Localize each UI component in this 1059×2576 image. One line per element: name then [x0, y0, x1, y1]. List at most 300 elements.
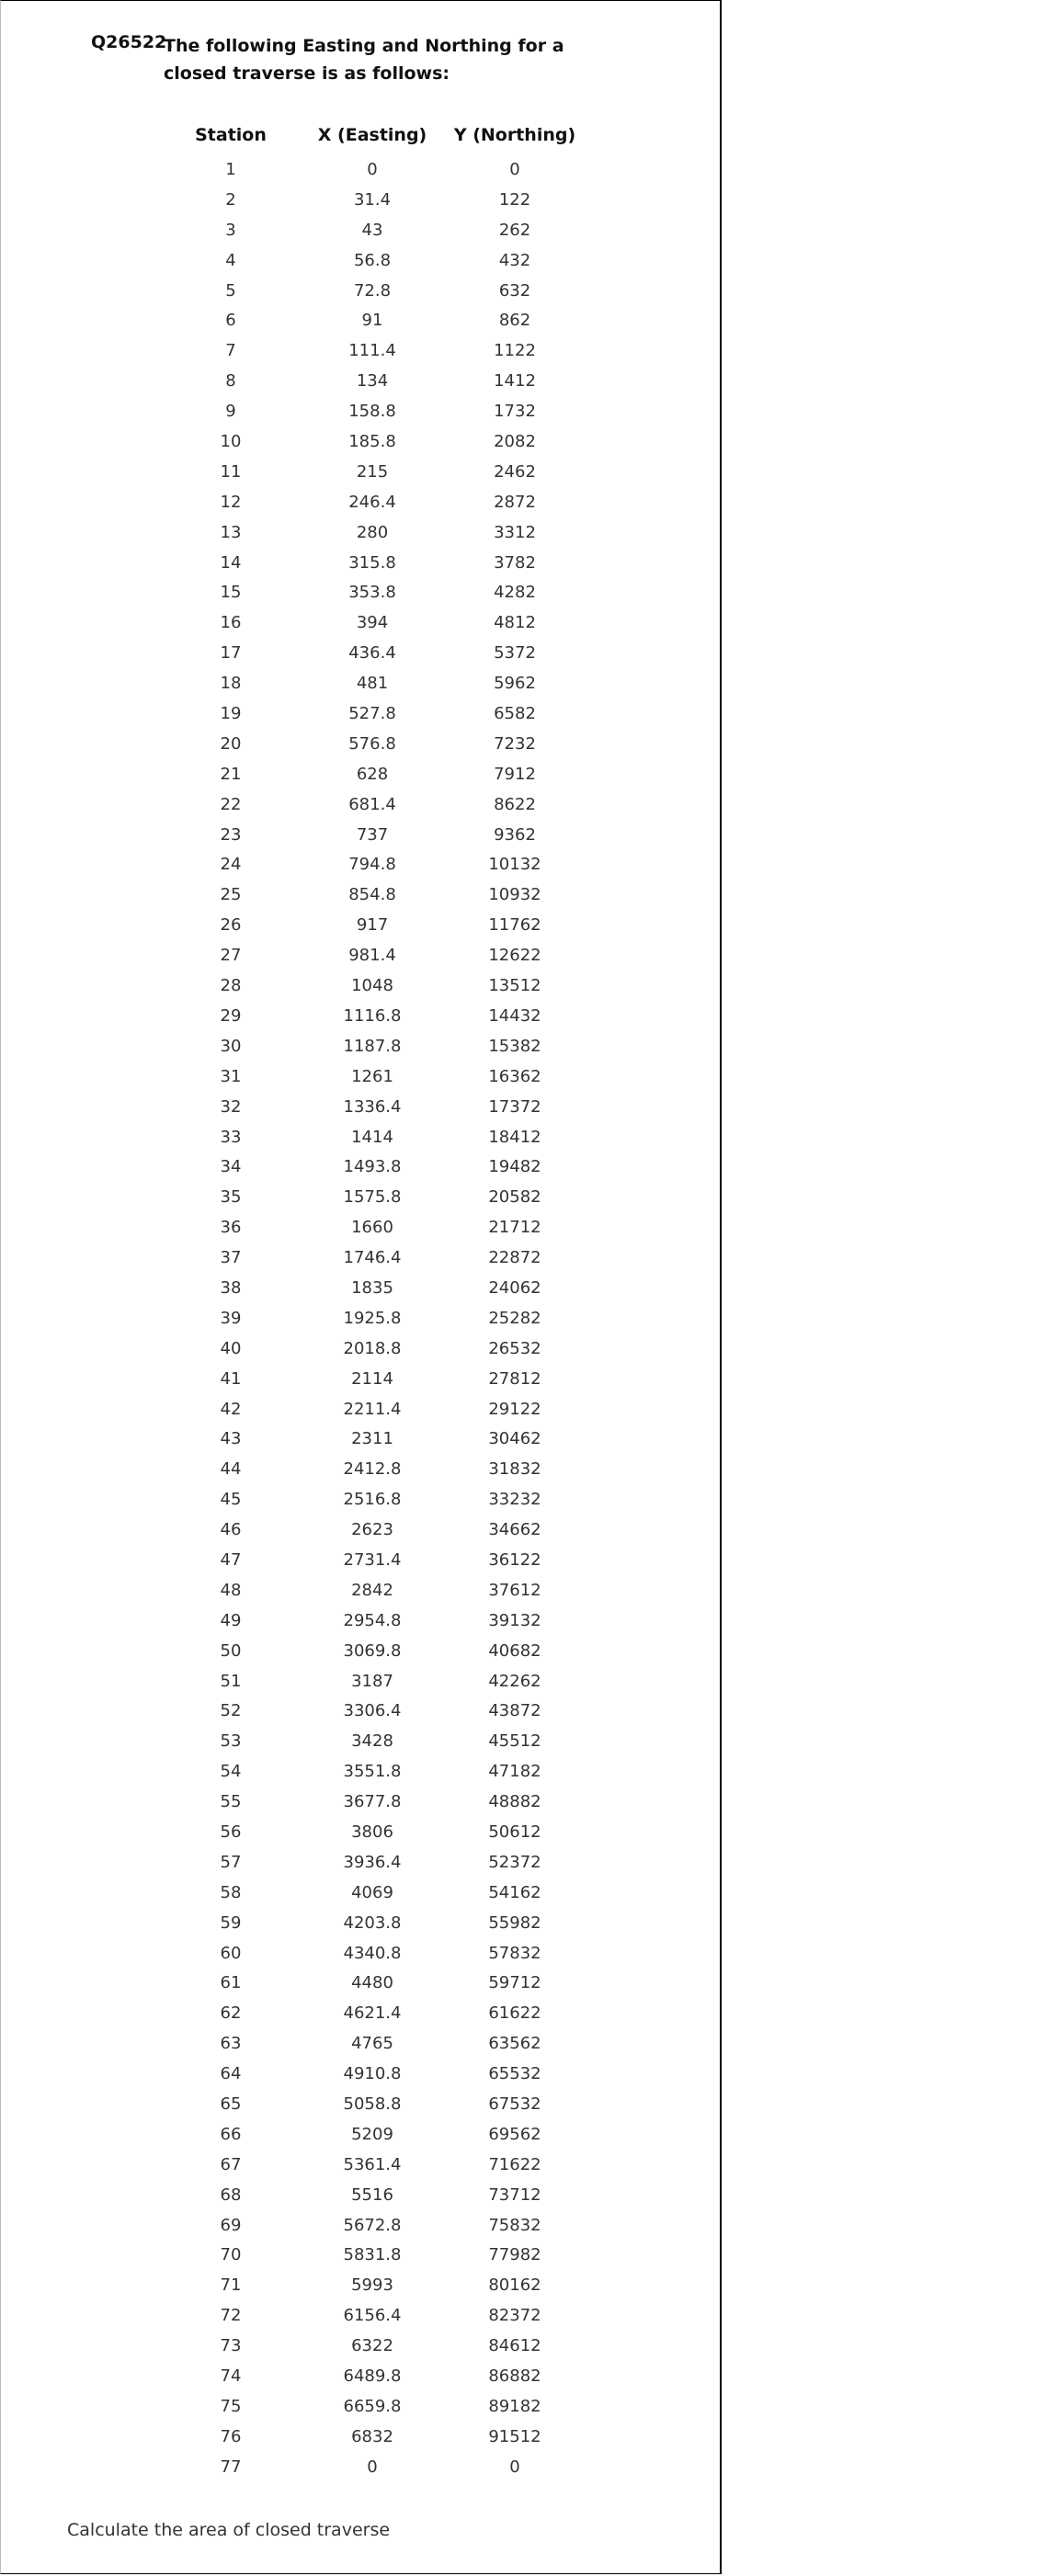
easting-cell: 1575.8: [343, 1187, 402, 1208]
table-row: [1, 1062, 723, 1093]
table-row: [1, 790, 723, 821]
easting-cell: 628: [356, 764, 389, 784]
station-cell: 40: [220, 1338, 242, 1358]
table-row: [1, 1848, 723, 1878]
northing-cell: 82372: [488, 2306, 541, 2326]
northing-cell: 52372: [488, 1852, 541, 1872]
northing-cell: 55982: [488, 1912, 541, 1933]
station-cell: 19: [220, 704, 242, 724]
easting-cell: 91: [361, 311, 383, 331]
station-cell: 74: [220, 2366, 242, 2387]
table-row: [1, 941, 723, 971]
table-row: [1, 367, 723, 397]
northing-cell: 91512: [488, 2426, 541, 2446]
easting-cell: 2623: [351, 1520, 393, 1540]
northing-cell: 69562: [488, 2124, 541, 2144]
station-cell: 71: [220, 2275, 242, 2296]
northing-cell: 57832: [488, 1943, 541, 1963]
station-cell: 62: [220, 2003, 242, 2024]
northing-cell: 86882: [488, 2366, 541, 2387]
station-cell: 58: [220, 1882, 242, 1902]
table-row: [1, 1123, 723, 1153]
northing-cell: 3312: [494, 522, 536, 542]
northing-cell: 27812: [488, 1368, 541, 1389]
easting-cell: 3428: [351, 1731, 393, 1752]
table-row: [1, 911, 723, 941]
table-row: [1, 699, 723, 730]
easting-cell: 1116.8: [343, 1005, 402, 1026]
table-row: [1, 1304, 723, 1334]
station-cell: 45: [220, 1490, 242, 1510]
easting-cell: 3677.8: [343, 1792, 402, 1812]
northing-cell: 47182: [488, 1762, 541, 1782]
question-text: The following Easting and Northing for a closed traverse is as follows:: [164, 36, 564, 84]
table-row: [1, 1697, 723, 1727]
easting-cell: 215: [356, 461, 389, 482]
table-row: [1, 336, 723, 367]
station-cell: 28: [220, 976, 242, 996]
easting-cell: 43: [361, 220, 383, 240]
station-cell: 30: [220, 1036, 242, 1056]
table-row: [1, 1667, 723, 1697]
northing-cell: 65532: [488, 2064, 541, 2084]
station-cell: 68: [220, 2184, 242, 2205]
northing-cell: 262: [498, 220, 531, 240]
station-cell: 59: [220, 1912, 242, 1933]
northing-cell: 15382: [488, 1036, 541, 1056]
table-row: [1, 277, 723, 307]
northing-cell: 3782: [494, 552, 536, 573]
table-row: [1, 2181, 723, 2211]
table-row: [1, 850, 723, 880]
table-row: [1, 549, 723, 579]
easting-cell: 436.4: [348, 643, 396, 664]
northing-cell: 50612: [488, 1821, 541, 1842]
northing-cell: 5962: [494, 674, 536, 694]
station-cell: 47: [220, 1549, 242, 1570]
northing-cell: 1412: [494, 371, 536, 392]
table-row: [1, 1424, 723, 1455]
easting-cell: 246.4: [348, 492, 396, 512]
station-cell: 9: [225, 402, 236, 422]
northing-cell: 67532: [488, 2094, 541, 2114]
table-row: [1, 1969, 723, 1999]
station-cell: 24: [220, 855, 242, 875]
easting-cell: 4340.8: [343, 1943, 402, 1963]
table-row: [1, 2211, 723, 2241]
table-row: [1, 1818, 723, 1848]
easting-cell: 6322: [351, 2336, 393, 2356]
northing-cell: 54162: [488, 1882, 541, 1902]
traverse-table: [1, 155, 723, 2483]
table-row: [1, 1999, 723, 2029]
northing-cell: 6582: [494, 704, 536, 724]
table-row: [1, 971, 723, 1002]
station-cell: 77: [220, 2457, 242, 2477]
station-cell: 49: [220, 1610, 242, 1630]
station-cell: 60: [220, 1943, 242, 1963]
easting-cell: 2516.8: [343, 1490, 402, 1510]
table-row: [1, 1727, 723, 1757]
table-row: [1, 2453, 723, 2483]
easting-cell: 527.8: [348, 704, 396, 724]
table-row: [1, 669, 723, 699]
table-row: [1, 2150, 723, 2181]
station-cell: 14: [220, 552, 242, 573]
station-cell: 29: [220, 1005, 242, 1026]
easting-cell: 134: [356, 371, 389, 392]
station-cell: 31: [220, 1066, 242, 1086]
table-row: [1, 1515, 723, 1546]
easting-cell: 981.4: [348, 946, 396, 966]
table-row: [1, 821, 723, 851]
northing-cell: 25282: [488, 1308, 541, 1328]
table-row: [1, 1939, 723, 1969]
station-cell: 15: [220, 583, 242, 603]
station-cell: 50: [220, 1640, 242, 1661]
northing-cell: 43872: [488, 1701, 541, 1721]
station-cell: 25: [220, 885, 242, 905]
northing-cell: 39132: [488, 1610, 541, 1630]
northing-cell: 9362: [494, 824, 536, 845]
northing-cell: 80162: [488, 2275, 541, 2296]
northing-cell: 29122: [488, 1399, 541, 1419]
easting-cell: 3187: [351, 1671, 393, 1691]
station-cell: 61: [220, 1973, 242, 1993]
northing-cell: 84612: [488, 2336, 541, 2356]
table-row: [1, 186, 723, 216]
easting-cell: 31.4: [353, 189, 392, 210]
easting-cell: 3306.4: [343, 1701, 402, 1721]
station-cell: 36: [220, 1218, 242, 1238]
station-cell: 7: [225, 341, 236, 361]
northing-cell: 63562: [488, 2034, 541, 2054]
northing-cell: 24062: [488, 1277, 541, 1298]
header-northing: Y (Northing): [453, 125, 576, 145]
station-cell: 55: [220, 1792, 242, 1812]
station-cell: 42: [220, 1399, 242, 1419]
northing-cell: 11762: [488, 915, 541, 936]
table-row: [1, 2301, 723, 2332]
station-cell: 5: [225, 280, 236, 301]
easting-cell: 2412.8: [343, 1459, 402, 1480]
station-cell: 52: [220, 1701, 242, 1721]
table-row: [1, 2332, 723, 2362]
northing-cell: 31832: [488, 1459, 541, 1480]
station-cell: 12: [220, 492, 242, 512]
northing-cell: 2082: [494, 432, 536, 452]
station-cell: 41: [220, 1368, 242, 1389]
station-cell: 26: [220, 915, 242, 936]
station-cell: 66: [220, 2124, 242, 2144]
easting-cell: 2842: [351, 1580, 393, 1600]
table-row: [1, 2120, 723, 2150]
northing-cell: 7232: [494, 733, 536, 754]
table-row: [1, 880, 723, 911]
easting-cell: 1746.4: [343, 1248, 402, 1268]
easting-cell: 5058.8: [343, 2094, 402, 2114]
easting-cell: 5516: [351, 2184, 393, 2205]
station-cell: 57: [220, 1852, 242, 1872]
easting-cell: 6156.4: [343, 2306, 402, 2326]
northing-cell: 59712: [488, 1973, 541, 1993]
easting-cell: 2018.8: [343, 1338, 402, 1358]
table-row: [1, 2090, 723, 2120]
easting-cell: 185.8: [348, 432, 396, 452]
station-cell: 72: [220, 2306, 242, 2326]
table-row: [1, 2060, 723, 2090]
station-cell: 65: [220, 2094, 242, 2114]
northing-cell: 48882: [488, 1792, 541, 1812]
station-cell: 54: [220, 1762, 242, 1782]
easting-cell: 681.4: [348, 794, 396, 814]
easting-cell: 2311: [351, 1429, 393, 1449]
station-cell: 38: [220, 1277, 242, 1298]
easting-cell: 2114: [351, 1368, 393, 1389]
northing-cell: 4282: [494, 583, 536, 603]
easting-cell: 4069: [351, 1882, 393, 1902]
station-cell: 8: [225, 371, 236, 392]
northing-cell: 862: [498, 311, 531, 331]
northing-cell: 71622: [488, 2154, 541, 2174]
easting-cell: 1414: [351, 1127, 393, 1147]
northing-cell: 7912: [494, 764, 536, 784]
station-cell: 20: [220, 733, 242, 754]
table-row: [1, 608, 723, 639]
table-row: [1, 760, 723, 790]
table-row: [1, 1152, 723, 1183]
table-row: [1, 1093, 723, 1123]
northing-cell: 14432: [488, 1005, 541, 1026]
station-cell: 46: [220, 1520, 242, 1540]
table-row: [1, 1002, 723, 1032]
easting-cell: 353.8: [348, 583, 396, 603]
table-row: [1, 397, 723, 427]
table-row: [1, 1576, 723, 1606]
northing-cell: 19482: [488, 1157, 541, 1177]
northing-cell: 21712: [488, 1218, 541, 1238]
northing-cell: 75832: [488, 2215, 541, 2235]
station-cell: 37: [220, 1248, 242, 1268]
easting-cell: 2731.4: [343, 1549, 402, 1570]
table-row: [1, 1395, 723, 1425]
station-cell: 13: [220, 522, 242, 542]
station-cell: 63: [220, 2034, 242, 2054]
easting-cell: 1835: [351, 1277, 393, 1298]
station-cell: 73: [220, 2336, 242, 2356]
station-cell: 16: [220, 613, 242, 633]
station-cell: 21: [220, 764, 242, 784]
easting-cell: 0: [367, 2457, 378, 2477]
easting-cell: 4480: [351, 1973, 393, 1993]
station-cell: 69: [220, 2215, 242, 2235]
northing-cell: 33232: [488, 1490, 541, 1510]
table-row: [1, 427, 723, 458]
easting-cell: 2954.8: [343, 1610, 402, 1630]
table-row: [1, 2271, 723, 2301]
table-row: [1, 518, 723, 549]
easting-cell: 6489.8: [343, 2366, 402, 2387]
northing-cell: 45512: [488, 1731, 541, 1752]
table-row: [1, 458, 723, 488]
easting-cell: 280: [356, 522, 389, 542]
station-cell: 35: [220, 1187, 242, 1208]
easting-cell: 4910.8: [343, 2064, 402, 2084]
easting-cell: 794.8: [348, 855, 396, 875]
station-cell: 43: [220, 1429, 242, 1449]
station-cell: 48: [220, 1580, 242, 1600]
easting-cell: 4621.4: [343, 2003, 402, 2024]
northing-cell: 16362: [488, 1066, 541, 1086]
northing-cell: 1122: [494, 341, 536, 361]
station-cell: 6: [225, 311, 236, 331]
table-row: [1, 2362, 723, 2392]
table-row: [1, 1243, 723, 1274]
northing-cell: 1732: [494, 402, 536, 422]
station-cell: 64: [220, 2064, 242, 2084]
northing-cell: 42262: [488, 1671, 541, 1691]
table-row: [1, 1757, 723, 1787]
station-cell: 56: [220, 1821, 242, 1842]
easting-cell: 4203.8: [343, 1912, 402, 1933]
table-row: [1, 216, 723, 246]
northing-cell: 89182: [488, 2396, 541, 2416]
easting-cell: 315.8: [348, 552, 396, 573]
table-row: [1, 639, 723, 669]
station-cell: 53: [220, 1731, 242, 1752]
northing-cell: 17372: [488, 1096, 541, 1117]
northing-cell: 36122: [488, 1549, 541, 1570]
table-row: [1, 1546, 723, 1576]
station-cell: 11: [220, 461, 242, 482]
table-row: [1, 2029, 723, 2060]
table-row: [1, 1032, 723, 1062]
easting-cell: 1925.8: [343, 1308, 402, 1328]
easting-cell: 5209: [351, 2124, 393, 2144]
easting-cell: 1261: [351, 1066, 393, 1086]
station-cell: 44: [220, 1459, 242, 1480]
northing-cell: 122: [498, 189, 531, 210]
station-cell: 39: [220, 1308, 242, 1328]
table-row: [1, 2423, 723, 2453]
northing-cell: 432: [498, 250, 531, 270]
northing-cell: 77982: [488, 2245, 541, 2265]
station-cell: 67: [220, 2154, 242, 2174]
easting-cell: 5672.8: [343, 2215, 402, 2235]
easting-cell: 4765: [351, 2034, 393, 2054]
northing-cell: 61622: [488, 2003, 541, 2024]
station-cell: 51: [220, 1671, 242, 1691]
easting-cell: 3551.8: [343, 1762, 402, 1782]
table-row: [1, 1274, 723, 1304]
table-row: [1, 1455, 723, 1485]
northing-cell: 0: [509, 160, 520, 179]
easting-cell: 394: [356, 613, 389, 633]
easting-cell: 3069.8: [343, 1640, 402, 1661]
station-cell: 18: [220, 674, 242, 694]
table-row: [1, 2241, 723, 2271]
table-row: [1, 1878, 723, 1909]
station-cell: 22: [220, 794, 242, 814]
station-cell: 17: [220, 643, 242, 664]
northing-cell: 5372: [494, 643, 536, 664]
northing-cell: 30462: [488, 1429, 541, 1449]
northing-cell: 12622: [488, 946, 541, 966]
table-row: [1, 1213, 723, 1243]
easting-cell: 5993: [351, 2275, 393, 2296]
easting-cell: 1336.4: [343, 1096, 402, 1117]
station-cell: 34: [220, 1157, 242, 1177]
northing-cell: 18412: [488, 1127, 541, 1147]
easting-cell: 1493.8: [343, 1157, 402, 1177]
station-cell: 27: [220, 946, 242, 966]
table-row: [1, 1909, 723, 1939]
station-cell: 4: [225, 250, 236, 270]
table-row: [1, 246, 723, 277]
station-cell: 10: [220, 432, 242, 452]
northing-cell: 10932: [488, 885, 541, 905]
easting-cell: 3936.4: [343, 1852, 402, 1872]
easting-cell: 854.8: [348, 885, 396, 905]
question-number: Q26522.: [91, 32, 174, 52]
header-station: Station: [195, 125, 267, 145]
northing-cell: 2872: [494, 492, 536, 512]
table-row: [1, 1365, 723, 1395]
station-cell: 75: [220, 2396, 242, 2416]
table-row: [1, 2392, 723, 2423]
northing-cell: 73712: [488, 2184, 541, 2205]
table-row: [1, 1334, 723, 1365]
northing-cell: 8622: [494, 794, 536, 814]
table-row: [1, 1183, 723, 1213]
table-row: [1, 1637, 723, 1667]
station-cell: 32: [220, 1096, 242, 1117]
northing-cell: 2462: [494, 461, 536, 482]
easting-cell: 111.4: [348, 341, 396, 361]
station-cell: 76: [220, 2426, 242, 2446]
northing-cell: 20582: [488, 1187, 541, 1208]
northing-cell: 26532: [488, 1338, 541, 1358]
northing-cell: 37612: [488, 1580, 541, 1600]
easting-cell: 917: [356, 915, 389, 936]
easting-cell: 3806: [351, 1821, 393, 1842]
easting-cell: 158.8: [348, 402, 396, 422]
northing-cell: 632: [498, 280, 531, 301]
easting-cell: 481: [356, 674, 389, 694]
easting-cell: 5361.4: [343, 2154, 402, 2174]
easting-cell: 1660: [351, 1218, 393, 1238]
station-cell: 2: [225, 189, 236, 210]
northing-cell: 4812: [494, 613, 536, 633]
table-row: [1, 488, 723, 518]
easting-cell: 6832: [351, 2426, 393, 2446]
easting-cell: 72.8: [353, 280, 392, 301]
northing-cell: 40682: [488, 1640, 541, 1661]
northing-cell: 13512: [488, 976, 541, 996]
easting-cell: 1187.8: [343, 1036, 402, 1056]
table-row: [1, 306, 723, 336]
table-row: [1, 1787, 723, 1818]
table-row: [1, 730, 723, 760]
station-cell: 3: [225, 220, 236, 240]
instruction-text: Calculate the area of closed traverse: [67, 2520, 391, 2540]
table-row: [1, 578, 723, 608]
station-cell: 70: [220, 2245, 242, 2265]
easting-cell: 1048: [351, 976, 393, 996]
header-easting: X (Easting): [317, 125, 427, 145]
easting-cell: 2211.4: [343, 1399, 402, 1419]
easting-cell: 5831.8: [343, 2245, 402, 2265]
